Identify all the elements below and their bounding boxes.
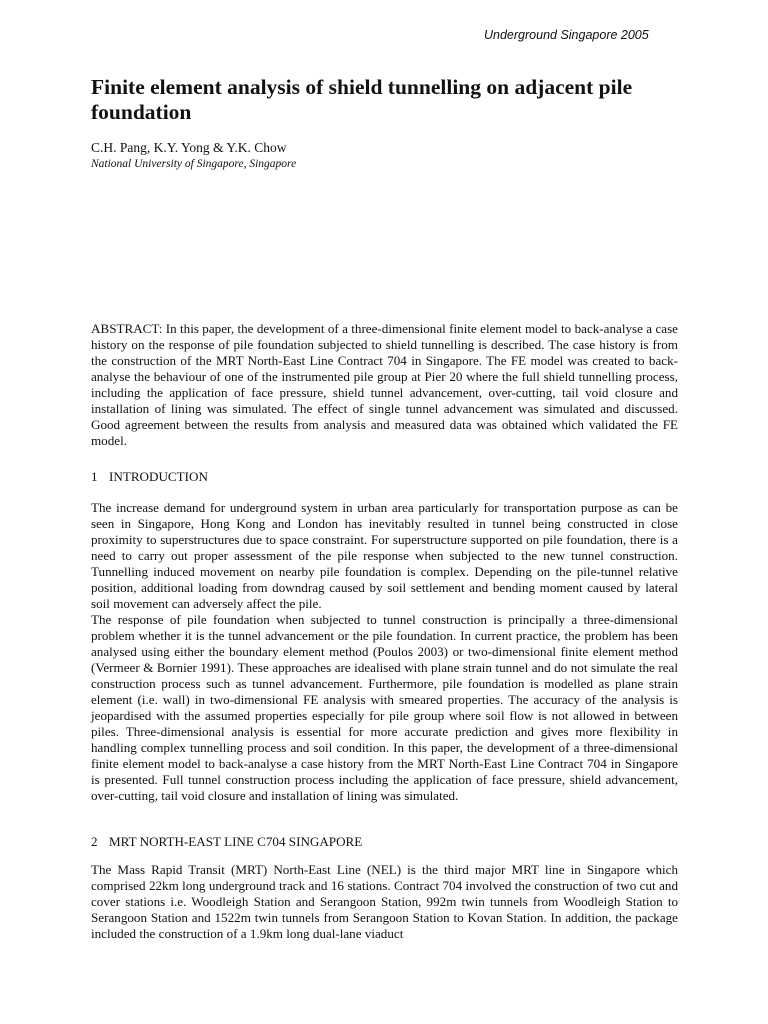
paper-title: Finite element analysis of shield tunnelling on adjacent pile foundation [91, 75, 633, 124]
paragraph: The response of pile foundation when subjected to tunnel construction is principally a three-dimensional problem whether it is the tunnel advancement or the pile foundation. In current practice, the problem has been analysed using either the boundary element method (Poulos 2003) or two-dimensional finite element method (Vermeer & Bornier 1991). These approaches are idealised with plane strain tunnel and do not simulate the real construction process such as tunnel advancement. Furthermore, pile foundation is modelled as plane strain element (i.e. wall) in two-dimensional FE analysis with smeared properties. The accuracy of the analysis is jeopardised with the assumed properties especially for pile group where soil flow is not allowed in between piles. Three-dimensional analysis is essential for more accurate prediction and gives more flexibility in handling complex tunnelling process and soil condition. In this paper, the development of a three-dimensional finite element model to back-analyse a case history from the MRT North-East Line Contract 704 in Singapore is presented. Full tunnel construction process including the application of face pressure, shield advancement, over-cutting, tail void closure and installation of lining was simulated. [91, 612, 678, 803]
paragraph: The increase demand for underground system in urban area particularly for transportation purpose as can be seen in Singapore, Hong Kong and London has inevitably resulted in tunnel being constructed in close proximity to superstructures due to space constraint. For superstructure supported on pile foundation, there is a need to carry out proper assessment of the pile response when subjected to the new tunnel construction. Tunnelling induced movement on nearby pile foundation is complex. Depending on the pile-tunnel relative position, additional loading from downdrag caused by soil settlement and bending moment caused by lateral soil movement can adversely affect the pile. [91, 500, 678, 611]
paper-authors: C.H. Pang, K.Y. Yong & Y.K. Chow [91, 140, 287, 155]
section-heading-mrt-nel [91, 834, 362, 850]
paper-affiliation: National University of Singapore, Singapore [91, 158, 297, 170]
section-title: MRT NORTH-EAST LINE C704 SINGAPORE [109, 834, 363, 849]
section-heading-introduction [91, 469, 208, 485]
running-header: Underground Singapore 2005 [484, 28, 649, 42]
paragraph: The Mass Rapid Transit (MRT) North-East Line (NEL) is the third major MRT line in Singapore which comprised 22km long underground track and 16 stations. Contract 704 involved the construction of two cut and cover stations i.e. Woodleigh Station and Serangoon Station, 992m twin tunnels from Woodleigh Station to Serangoon Station and 1522m twin tunnels from Serangoon Station to Kovan Station. In addition, the package included the construction of a 1.9km long dual-lane viaduct [91, 862, 678, 941]
section-number: 1 [91, 469, 98, 484]
abstract: ABSTRACT: In this paper, the development of a three-dimensional finite element model to back-analyse a case history on the response of pile foundation subjected to shield tunnelling is described. The case history is from the construction of the MRT North-East Line Contract 704 in Singapore. The FE model was created to back-analyse the behaviour of one of the instrumented pile group at Pier 20 where the full shield tunnelling process, including the application of face pressure, shield tunnel advancement, over-cutting, tail void closure and installation of lining was simulated. The effect of single tunnel advancement was simulated and discussed. Good agreement between the results from analysis and measured data was obtained which validated the FE model. [91, 321, 678, 448]
section-title: INTRODUCTION [109, 469, 208, 484]
section-number: 2 [91, 834, 98, 849]
